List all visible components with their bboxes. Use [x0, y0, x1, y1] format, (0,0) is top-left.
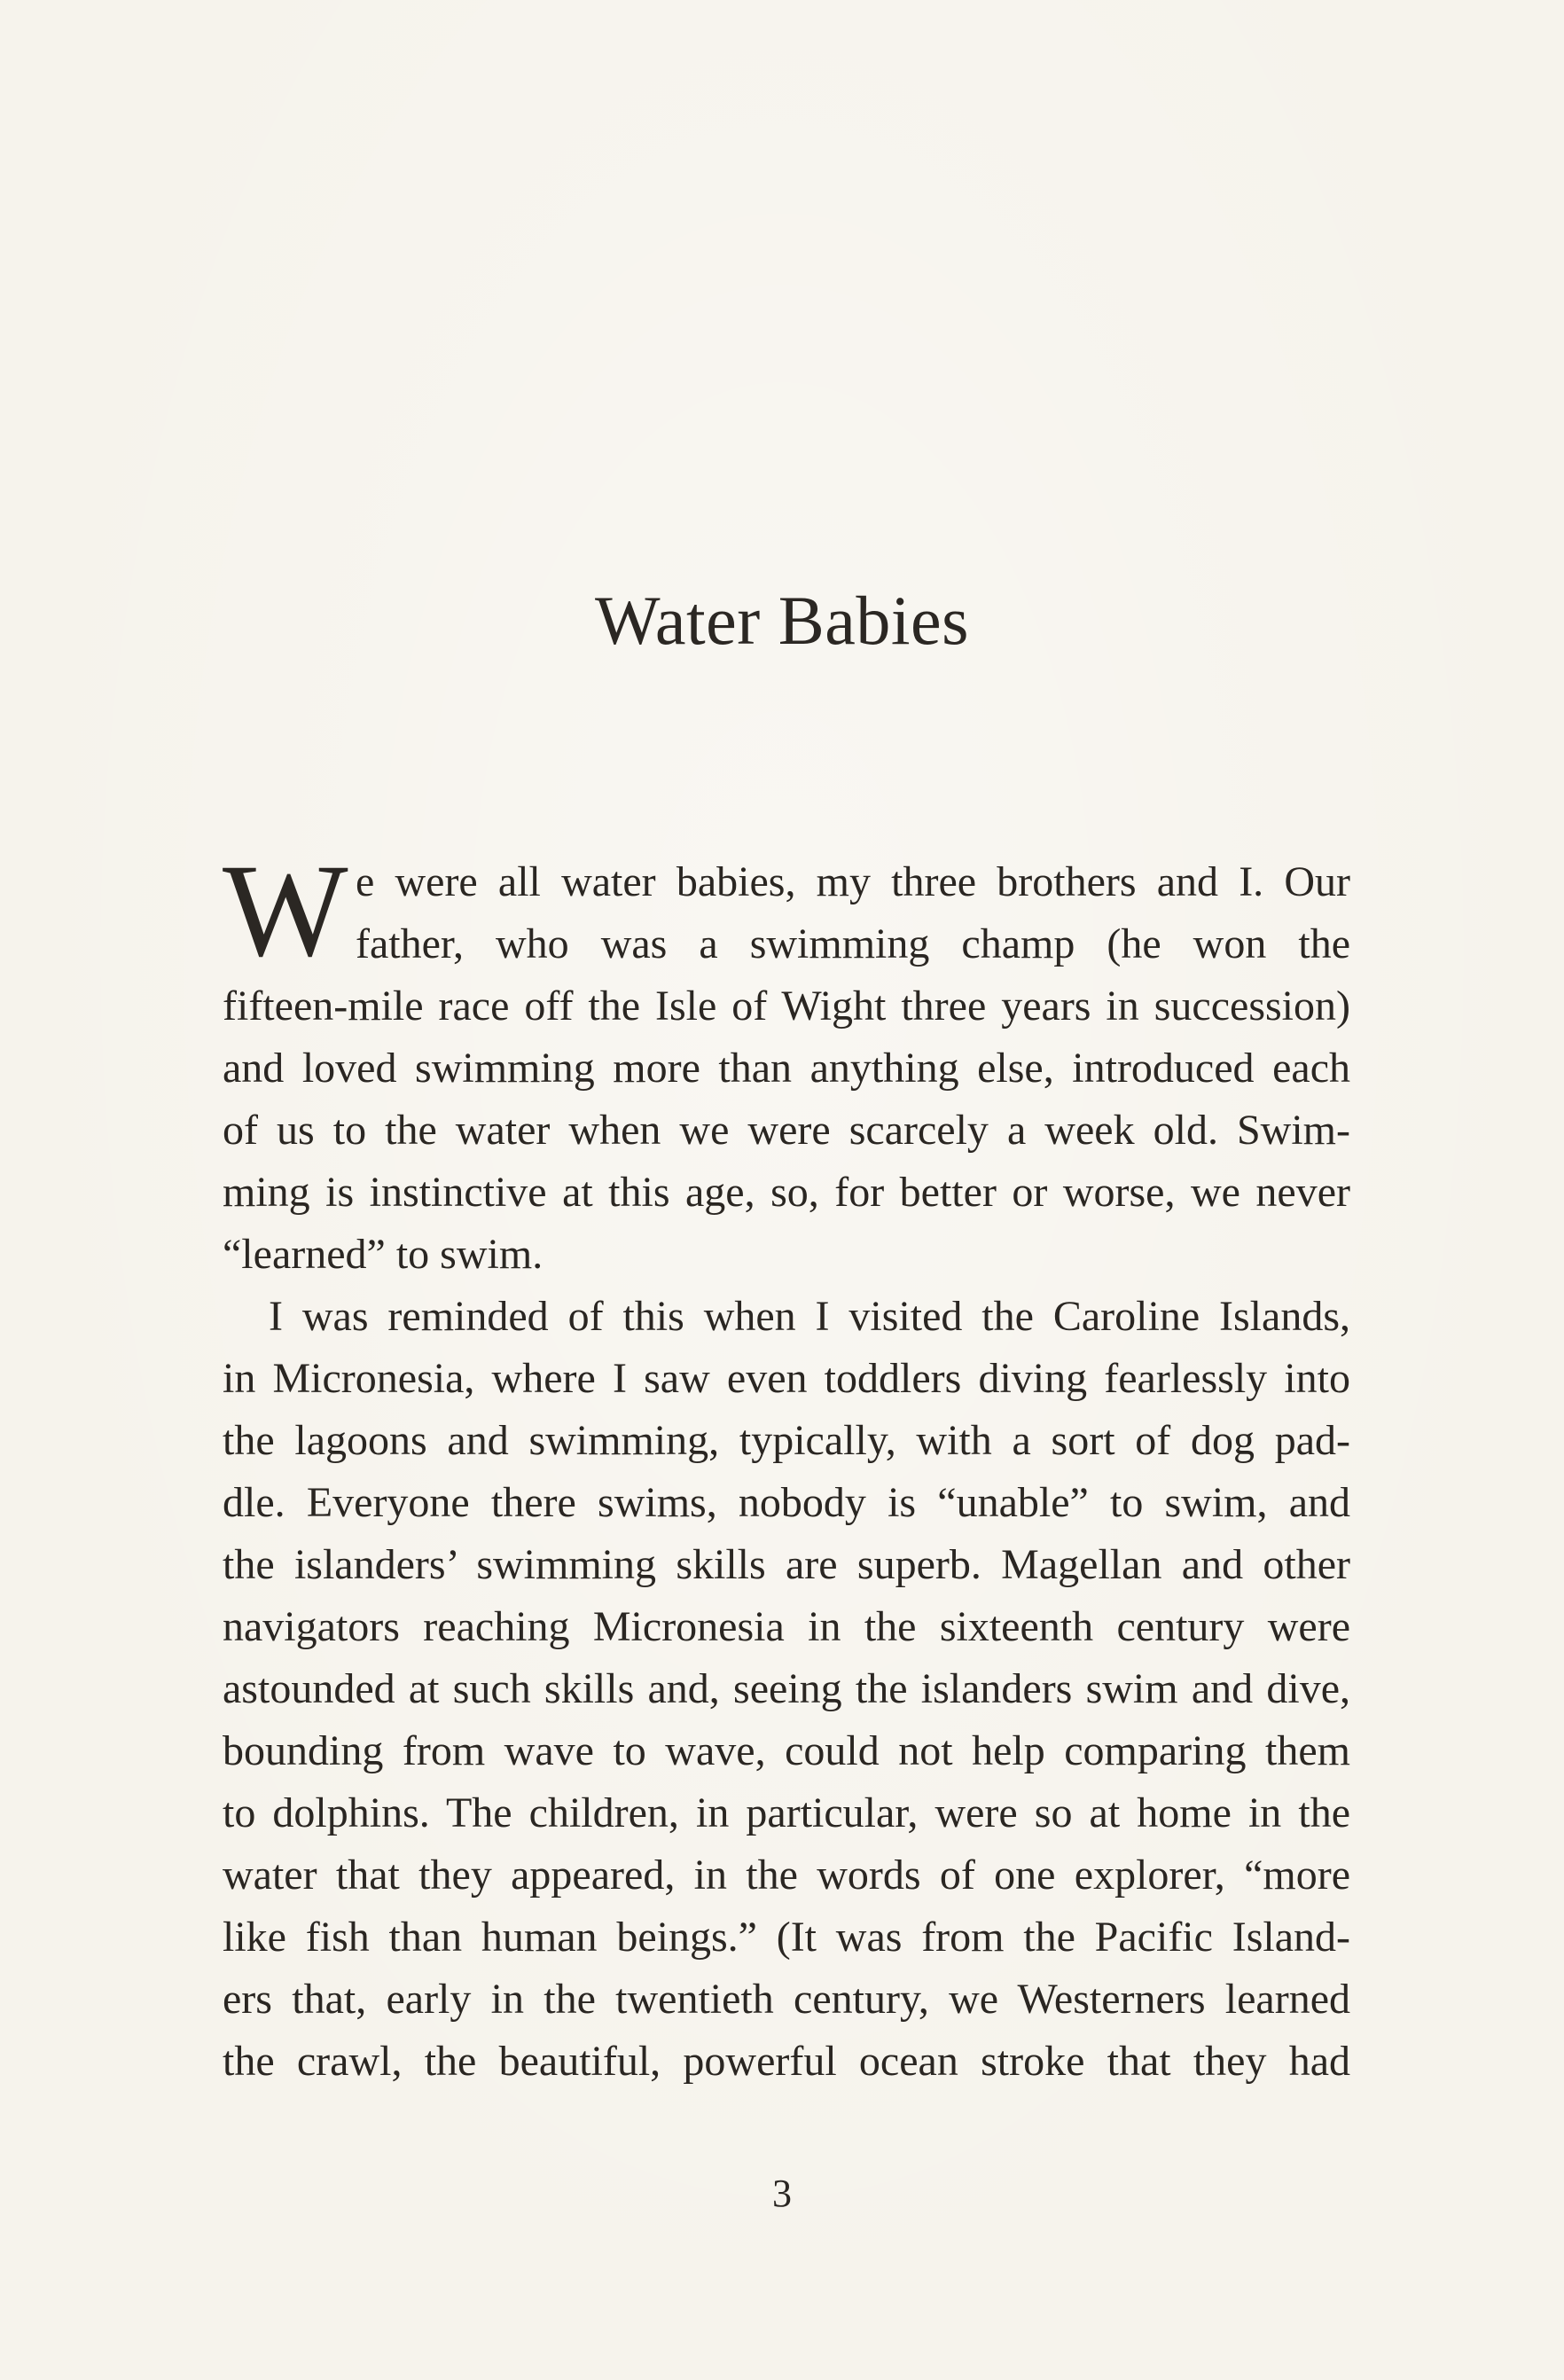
- paragraph-1: [223, 837, 1350, 1286]
- text-line: fifteen-mile race off the Isle of Wight three years in succession): [223, 983, 1350, 1030]
- chapter-title: Water Babies: [594, 582, 970, 659]
- text-line: to dolphins. The children, in particular, were so at home in the: [223, 1789, 1350, 1836]
- text-line: the crawl, the beautiful, powerful ocean stroke that they had: [223, 2038, 1350, 2085]
- text-line: the lagoons and swimming, typically, with a sort of dog pad-: [223, 1417, 1350, 1464]
- paragraph-2: [223, 1286, 1350, 2093]
- text-line: I was reminded of this when I visited the Caroline Islands,: [269, 1293, 1350, 1340]
- body-text: [223, 837, 1350, 2093]
- text-line: navigators reaching Micronesia in the sixteenth century were: [223, 1603, 1350, 1650]
- text-line: bounding from wave to wave, could not help comparing them: [223, 1727, 1350, 1774]
- text-line: and loved swimming more than anything else, introduced each: [223, 1045, 1350, 1092]
- text-line: ers that, early in the twentieth century, we Westerners learned: [223, 1976, 1350, 2023]
- text-line: water that they appeared, in the words of one explorer, “more: [223, 1852, 1350, 1899]
- text-line: in Micronesia, where I saw even toddlers diving fearlessly into: [223, 1355, 1350, 1402]
- text-line: ming is instinctive at this age, so, for better or worse, we never: [223, 1169, 1350, 1216]
- drop-cap: W: [223, 837, 348, 984]
- text-line: of us to the water when we were scarcely a week old. Swim-: [223, 1107, 1350, 1154]
- text-line: the islanders’ swimming skills are superb. Magellan and other: [223, 1541, 1350, 1588]
- page-number: 3: [772, 2172, 792, 2215]
- text-line: like fish than human beings.” (It was from the Pacific Island-: [223, 1914, 1350, 1961]
- text-line: astounded at such skills and, seeing the islanders swim and dive,: [223, 1665, 1350, 1712]
- text-line: e were all water babies, my three brothers and I. Our: [356, 858, 1350, 905]
- text-line: dle. Everyone there swims, nobody is “unable” to swim, and: [223, 1479, 1350, 1526]
- text-line: “learned” to swim.: [223, 1231, 543, 1278]
- text-line: father, who was a swimming champ (he won the: [356, 920, 1350, 967]
